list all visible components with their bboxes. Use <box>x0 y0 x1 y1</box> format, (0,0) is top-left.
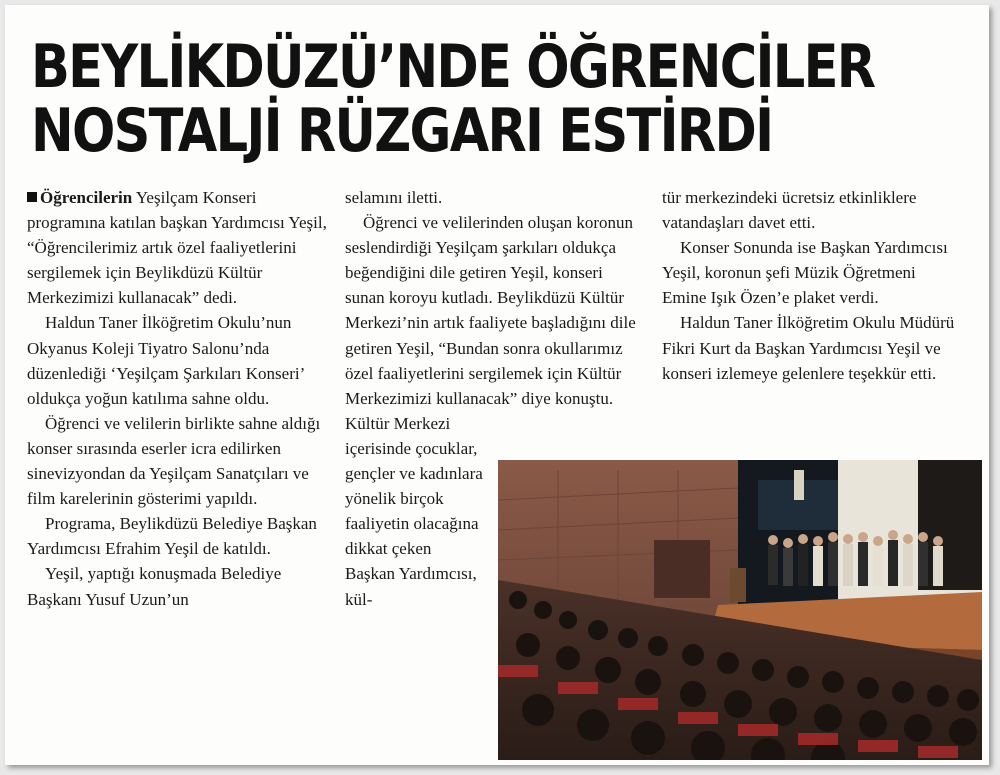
paragraph: Yeşil, yaptığı konuşmada Belediye Başkanı Yusuf Uzun’un <box>27 564 282 609</box>
paragraph: Öğrenci ve velilerinden oluşan koronun seslendirdiği Yeşilçam şarkıları oldukça beğendiğini dile getiren Yeşil, konseri sunan koroyu kutladı. Beylikdüzü Kültür Merkezi’nin artık faaliyete başladığını dile getiren Yeşil, “Bundan sonra okullarımız özel faaliyetlerini sergilemek için Kültür Merkezimizi kullanacak” diye konuştu. <box>345 213 636 408</box>
paragraph: tür merkezindeki ücretsiz etkinliklere vatandaşları davet etti. <box>662 188 917 233</box>
paragraph-wrapped: Kültür Merkezi içerisinde çocuklar, gençler ve kadınlara yönelik birçok faaliyetin olacağına dikkat çeken Başkan Yardımcısı, kül- <box>345 413 483 609</box>
lead-word: Öğrencilerin <box>40 188 133 207</box>
article-column-1 <box>27 185 327 612</box>
article-headline <box>31 32 875 166</box>
screen-figure <box>794 470 804 500</box>
headline-line-2: NOSTALJİ RÜZGARI ESTİRDİ <box>31 96 773 166</box>
newspaper-clipping <box>5 5 989 765</box>
paragraph: Haldun Taner İlköğretim Okulu’nun Okyanus Koleji Tiyatro Salonu’nda düzenlediği ‘Yeşilçam Şarkıları Konseri’ oldukça yoğun katılıma sahne oldu. <box>27 313 304 408</box>
lead-square-icon <box>27 192 37 202</box>
side-door <box>654 540 710 598</box>
concert-photo <box>498 460 982 760</box>
paragraph: selamını iletti. <box>345 188 443 207</box>
lead-paragraph <box>27 185 327 310</box>
paragraph: Konser Sonunda ise Başkan Yardımcısı Yeşil, koronun şefi Müzik Öğretmeni Emine Işık Özen’e plaket verdi. <box>662 238 948 308</box>
concert-hall-illustration <box>498 460 982 760</box>
paragraph: Haldun Taner İlköğretim Okulu Müdürü Fikri Kurt da Başkan Yardımcısı Yeşil ve konseri izlemeye gelenlere teşekkür etti. <box>662 313 955 383</box>
article-column-3 <box>662 185 962 386</box>
lead-paragraph-text: Yeşilçam Konseri programına katılan başkan Yardımcısı Yeşil, “Öğrencilerimiz artık özel faaliyetlerini sergilemek için Beylikdüzü Kültür Merkezimizi kullanacak” dedi. <box>27 188 327 308</box>
headline-line-1: BEYLİKDÜZÜ’NDE ÖĞRENCİLER <box>31 32 875 102</box>
paragraph: Öğrenci ve velilerin birlikte sahne aldığı konser sırasında eserler icra edilirken sinevizyondan da Yeşilçam Sanatçıları ve film karelerinin gösterimi yapıldı. <box>27 413 321 509</box>
paragraph: Programa, Beylikdüzü Belediye Başkan Yardımcısı Efrahim Yeşil de katıldı. <box>27 514 317 559</box>
lectern <box>730 568 746 602</box>
